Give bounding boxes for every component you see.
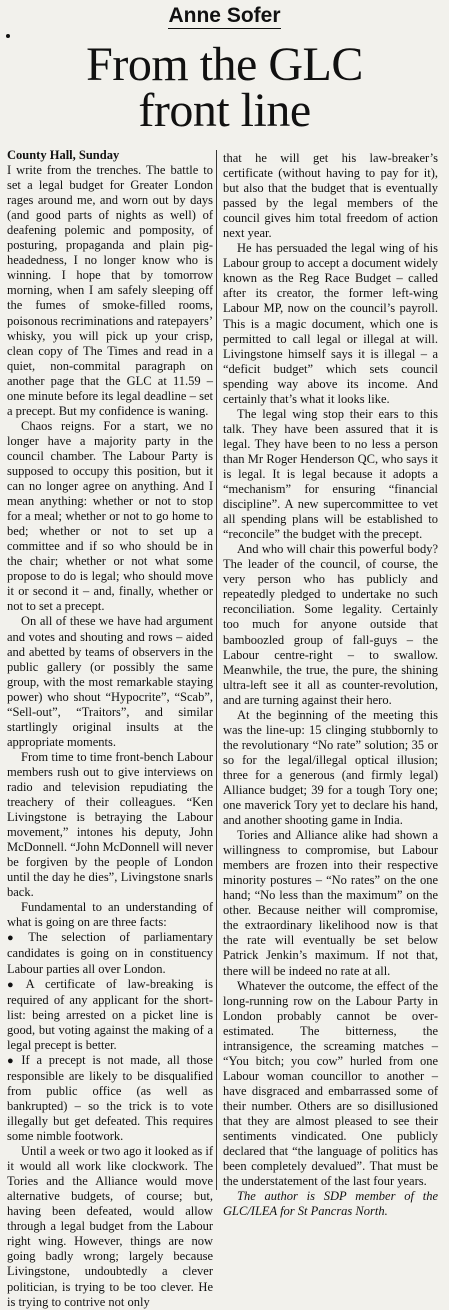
headline [0, 38, 449, 137]
margin-dot [6, 34, 10, 38]
headline-line-1: From the GLC [86, 38, 363, 91]
bullet-icon: ● [7, 978, 22, 991]
headline-line-2: front line [138, 84, 311, 137]
bullet-icon: ● [7, 1054, 18, 1067]
dateline: County Hall, Sunday [7, 148, 120, 162]
left-column [7, 148, 213, 1310]
bullet-text: If a precept is not made, all those responsible are likely to be disqualified from public office (as well as bankrupted) – so the trick is to vote illegally but get defeated. This requires some nimble footwork. [7, 1052, 213, 1144]
lead-paragraph [7, 148, 213, 419]
paragraph: Fundamental to an understanding of what is going on are three facts: [7, 900, 213, 930]
paragraph: From time to time front-bench Labour members rush out to give interviews on radio and television repudiating the treachery of their colleagues. “Ken Livingstone is betraying the Labour movement,” intones his deputy, John McDonnell. “John McDonnell will never be forgiven by the people of London until the day he dies”, Livingstone snarls back. [7, 749, 213, 900]
paragraph: On all of these we have had argument and votes and shouting and rows – aided and abetted by teams of observers in the public gallery (or possibly the same group, with the most remarkable staying power) who shout “Hypocrite”, “Scab”, “Sell-out”, “Traitors”, and similar startlingly original insults at the appropriate moments. [7, 614, 213, 749]
column-divider [216, 150, 217, 1190]
bullet-paragraph [7, 930, 213, 976]
paragraph: Until a week or two ago it looked as if it would all work like clockwork. The Tories and the Alliance would move alternative budgets, of course; but, having been defeated, would allow through a legal budget from the Labour right wing. However, things are now going badly wrong; largely because Livingstone, undoubtedly a clever politician, is trying to be too clever. He is trying to contrive not only [7, 1144, 213, 1309]
bullet-paragraph [7, 1053, 213, 1144]
bullet-paragraph [7, 977, 213, 1053]
byline-text: Anne Sofer [168, 4, 281, 27]
lead-text: I write from the trenches. The battle to set a legal budget for Greater London rages around me, and worn out by days (and good parts of nights as well) of deafening polemic and pomposity, of posturing, propaganda and plain pig-headedness, I no longer know who is winning. I hope that by tomorrow morning, when I am safely sleeping off the fumes of smoke-filled rooms, poisonous recriminations and ratepayers’ whisky, you will pick up your crisp, clean copy of The Times and read in a quiet, non-commital paragraph on another page that the GLC at 11.59 – one minute before its legal deadline – set a precept. But my confidence is waning. [7, 163, 213, 418]
right-column [223, 151, 438, 1219]
bullet-icon: ● [7, 932, 25, 945]
paragraph: And who will chair this powerful body? The leader of the council, of course, the very person who has publicly and repeatedly pledged to undertake no such reconciliation. Some legality. Certainly too much for anyone outside that bamboozled group of fall-guys – the Labour centre-right – to swallow. Meanwhile, the true, the pure, the shining ultra-left see it all as counter-revolution, and are turning against their hero. [223, 542, 438, 707]
bullet-text: The selection of parliamentary candidates is going on in constituency Labour parties all over London. [7, 930, 213, 976]
paragraph: Chaos reigns. For a start, we no longer have a majority party in the council chamber. The Labour Party is supposed to occupy this position, but it can no longer agree on anything. And I mean anything: whether or not to stop for a meal; whether or not to go home to bed; whether or not to set up a committee and if so who should be in the chair; whether or not what some propose to do is legal; who should move it or second it – and, finally, whether or not to set a precept. [7, 418, 213, 614]
paragraph: At the beginning of the meeting this was the line-up: 15 clinging stubbornly to the revolutionary “No rate” solution; 35 or so for the legal/illegal optical illusion; three for a generous (and firmly legal) Alliance budget; 39 for a tough Tory one; one maverick Tory yet to declare his hand, and another shooting game in India. [223, 707, 438, 828]
paragraph-continued: that he will get his law-breaker’s certificate (without having to pay for it), but also that the budget that is eventually passed by the legal members of the council gives him total freedom of action next year. [223, 151, 438, 241]
byline [0, 4, 449, 28]
paragraph: Tories and Alliance alike had shown a willingness to compromise, but Labour members are frozen into their respective minority postures – “No rates” on the one hand; “No less than the maximum” on the other. Because neither will compromise, the extraordinary likelihood now is that the rate will eventually be set below Patrick Jenkin’s maximum. If not that, there will be indeed no rate at all. [223, 828, 438, 978]
paragraph: Whatever the outcome, the effect of the long-running row on the Labour Party in London probably cannot be over-estimated. The bitterness, the intransigence, the screaming matches – “You bitch; you cow” hurled from one Labour woman councillor to another – have disgraced and embarrassed some of their number. Others are so disillusioned that they are almost pleased to see their sentiments vindicated. One publicly declared that “the language of politics has been completely devalued”. That must be the understatement of the last four years. [223, 978, 438, 1189]
author-note: The author is SDP member of the GLC/ILEA for St Pancras North. [223, 1189, 438, 1219]
paragraph: The legal wing stop their ears to this talk. They have been assured that it is legal. They have been to no less a person than Mr Roger Henderson QC, who says it is legal. It is legal because it adopts a “mechanism” for ensuring “financial discipline”. A new supercommittee to vet all spending plans will be established to “reconcile” the budget with the precept. [223, 406, 438, 542]
paragraph: He has persuaded the legal wing of his Labour group to accept a document widely known as the Reg Race Budget – called after its creator, the former left-wing Labour MP, now on the council’s payroll. This is a magic document, which one is permitted to call legal or illegal at will. Livingstone himself says it is illegal – a “deficit budget” which sets council spending way above its income. And certainly that’s what it looks like. [223, 241, 438, 406]
bullet-text: A certificate of law-breaking is required of any applicant for the short-list: being arrested on a picket line is good, but voting against the making of a legal precept is better. [7, 976, 213, 1052]
